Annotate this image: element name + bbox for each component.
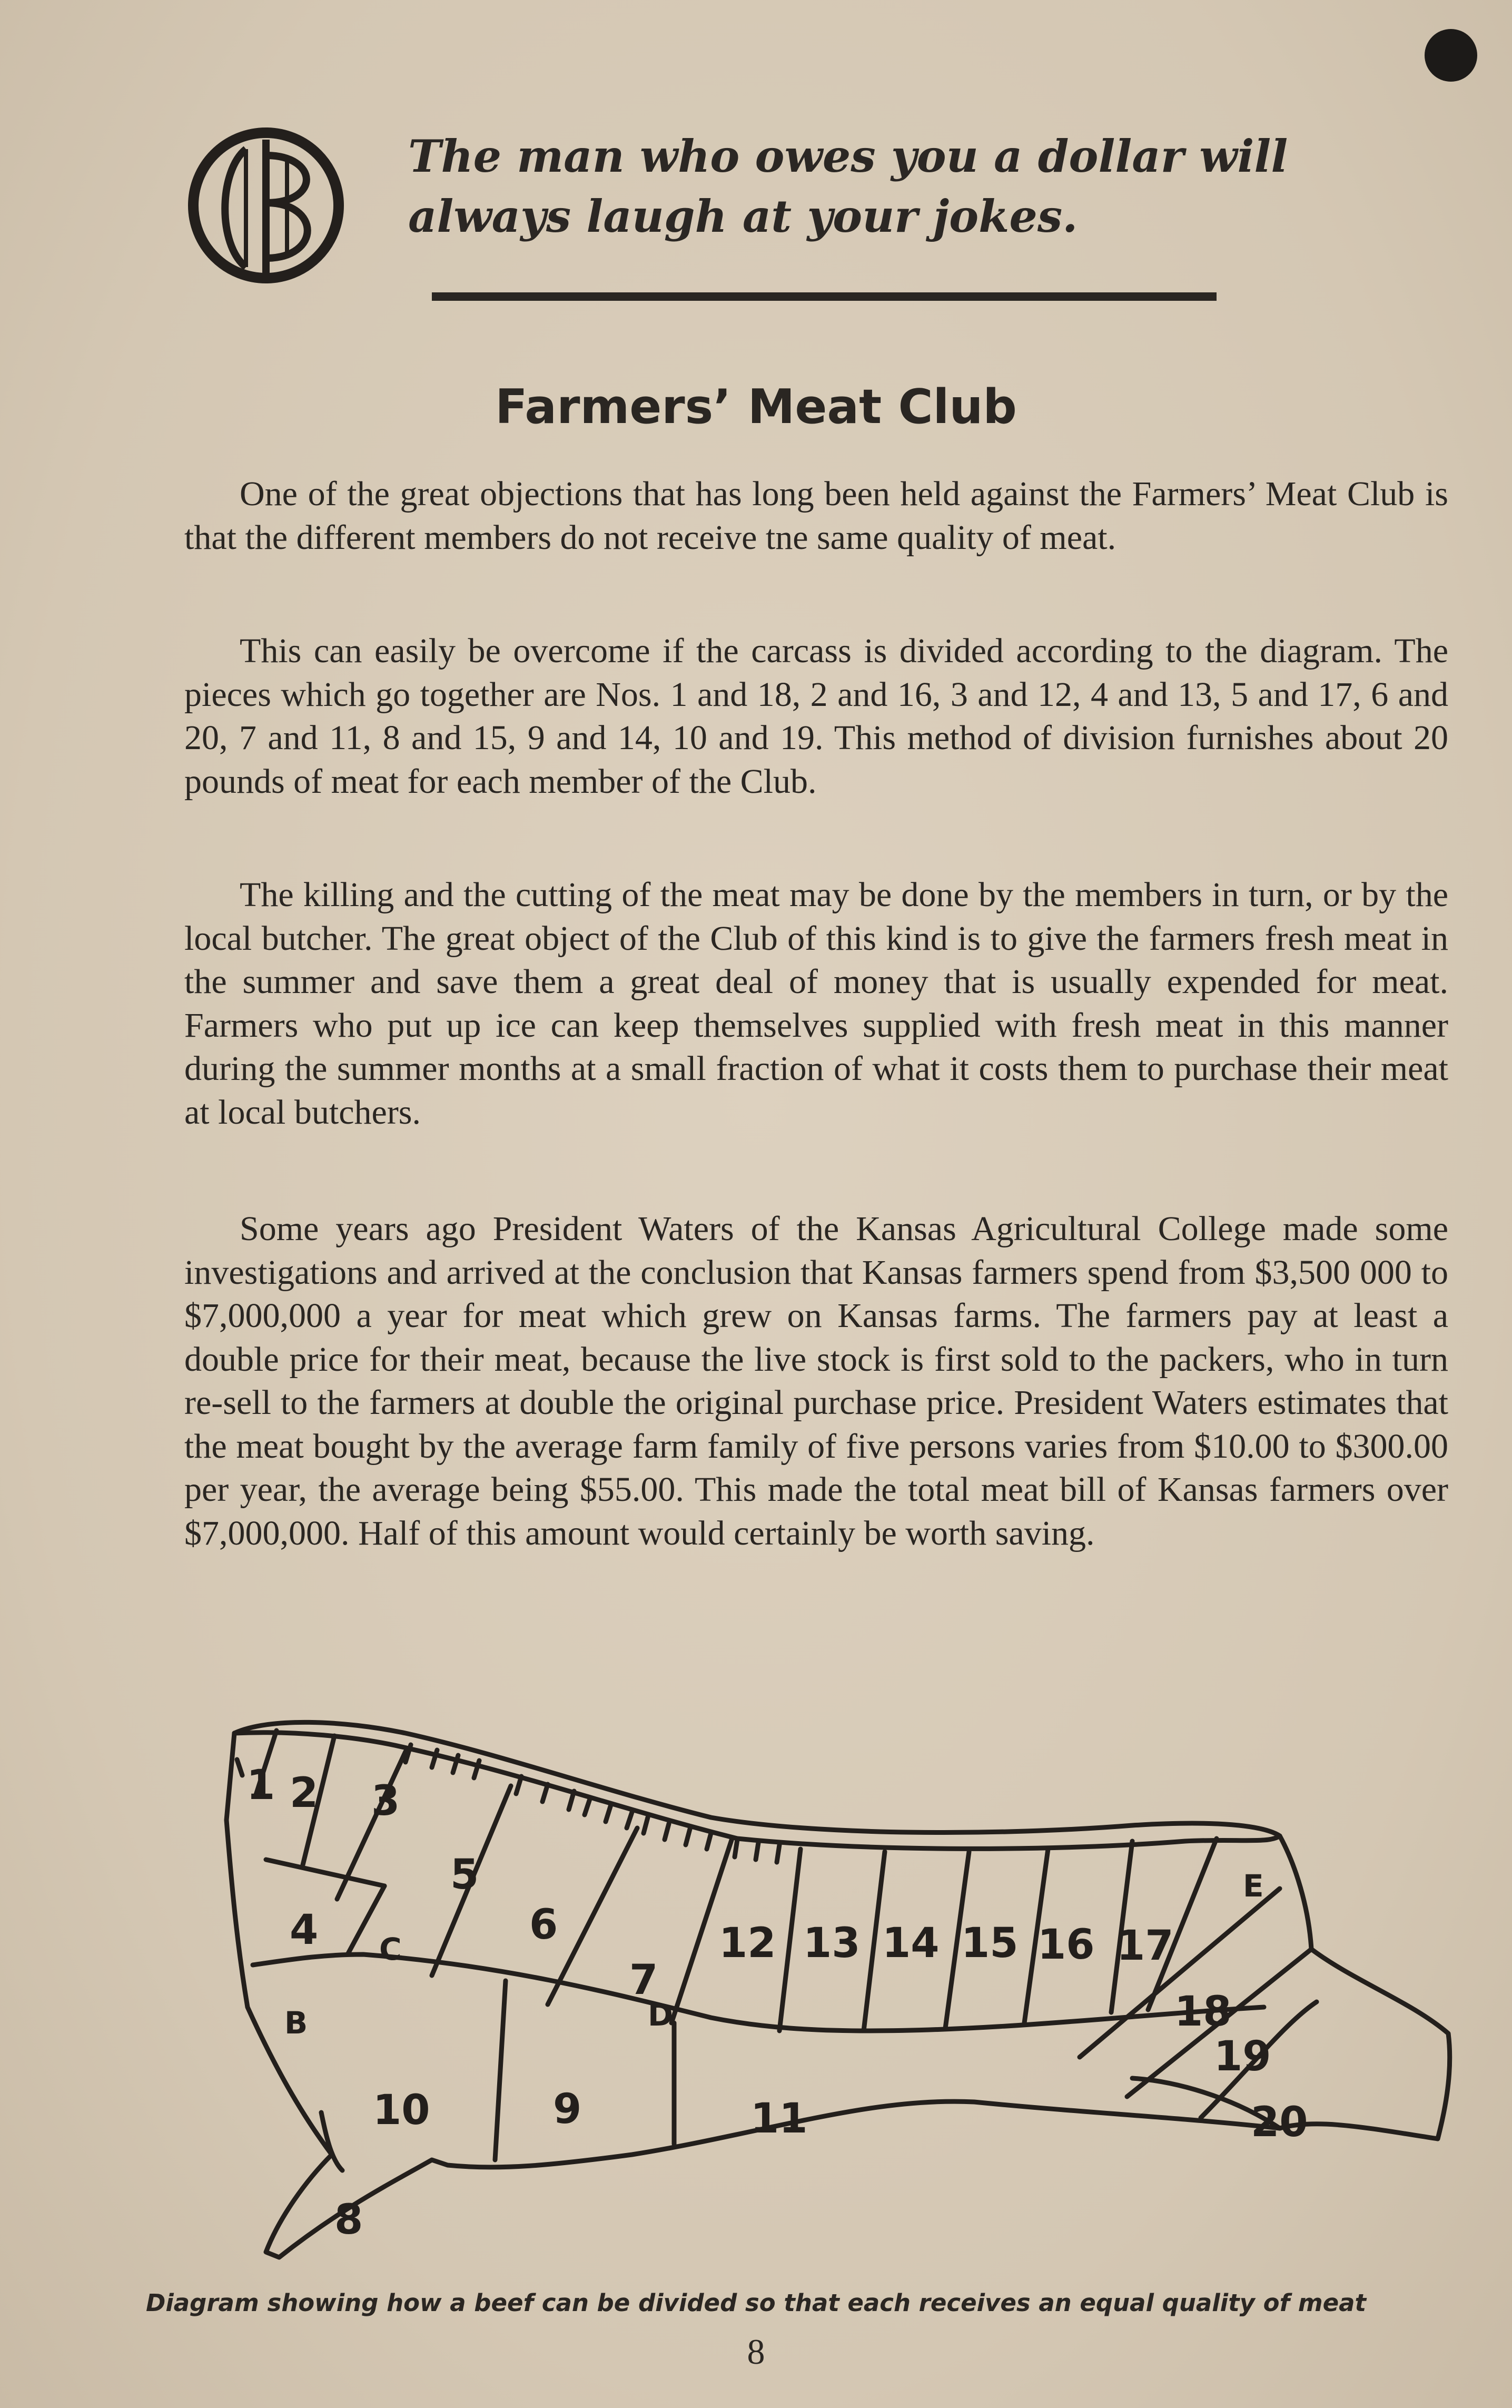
cut-letter-b: B <box>284 2005 308 2041</box>
paragraph-2: This can easily be overcome if the carcass is divided according to the diagram. The pieces which go together are Nos. 1 and 18, 2 and 16, 3 and 12, 4 and 13, 5 and 17, 6 and 20, 7 and 11, 8 and 15, 9 and 14, 10 and 19. This method of division furnishes about 20 pounds of meat for each member of the Club. <box>184 632 1448 801</box>
paragraph-3: The killing and the cutting of the meat may be done by the members in turn, or by the local butcher. The great object of the Club of this kind is to give the farmers fresh meat in the summer and save them a great deal of money that is usually expended for meat. Farmers who put up ice can keep themselves supplied with fresh meat in this manner during the summer months at a small fraction of what it costs them to purchase their meat at local butchers. <box>184 876 1448 1132</box>
cut-label-7: 7 <box>629 1957 658 2004</box>
cut-label-9: 9 <box>553 2086 582 2133</box>
cut-letter-d: D <box>648 1997 674 2033</box>
cut-label-14: 14 <box>882 1920 940 1967</box>
cut-label-13: 13 <box>803 1920 861 1967</box>
article-title: Farmers’ Meat Club <box>495 379 1017 435</box>
cut-label-18: 18 <box>1174 1988 1232 2036</box>
cut-label-8: 8 <box>334 2196 363 2244</box>
page-number: 8 <box>747 2332 765 2372</box>
cut-letter-c: C <box>379 1931 402 1967</box>
cut-label-15: 15 <box>961 1920 1019 1967</box>
cut-label-19: 19 <box>1214 2033 1271 2080</box>
cut-label-20: 20 <box>1251 2099 1308 2146</box>
carcass-outline <box>226 1722 1450 2257</box>
cut-label-3: 3 <box>371 1777 400 1825</box>
cut-label-17: 17 <box>1116 1922 1174 1970</box>
cut-label-5: 5 <box>450 1851 479 1899</box>
cut-label-4: 4 <box>290 1906 319 1954</box>
cut-letter-e: E <box>1243 1868 1264 1904</box>
monogram-logo <box>187 124 355 292</box>
cut-label-10: 10 <box>373 2087 430 2134</box>
epigraph-quote: The man who owes you a dollar will always laugh at your jokes. <box>408 130 1288 242</box>
quote-divider <box>432 292 1217 301</box>
beef-cuts-diagram <box>184 1707 1459 2292</box>
paragraph-1: One of the great objections that has long been held against the Farmers’ Meat Club is that the different members do not receive tne same quality of meat. <box>184 475 1448 557</box>
cut-label-12: 12 <box>719 1920 776 1967</box>
diagram-caption: Diagram showing how a beef can be divided so that each receives an equal quality of meat <box>145 2289 1367 2317</box>
binder-hole <box>1425 29 1477 82</box>
cut-label-16: 16 <box>1037 1921 1095 1969</box>
paragraph-4: Some years ago President Waters of the Kansas Agricultural College made some investigations and arrived at the conclusion that Kansas farmers spend from $3,500 000 to $7,000,000 a year for meat which grew on Kansas farms. The farmers pay at least a double price for their meat, because the live stock is first sold to the packers, who in turn re-sell to the farmers at double the original purchase price. President Waters estimates that the meat bought by the average farm family of five persons varies from $10.00 to $300.00 per year, the average being $55.00. This made the total meat bill of Kansas farmers over $7,000,000. Half of this amount would certainly be worth saving. <box>184 1210 1448 1552</box>
cut-label-1: 1 <box>246 1762 275 1809</box>
cut-label-6: 6 <box>529 1901 558 1949</box>
cut-label-2: 2 <box>290 1770 319 1817</box>
cut-label-11: 11 <box>750 2095 808 2142</box>
